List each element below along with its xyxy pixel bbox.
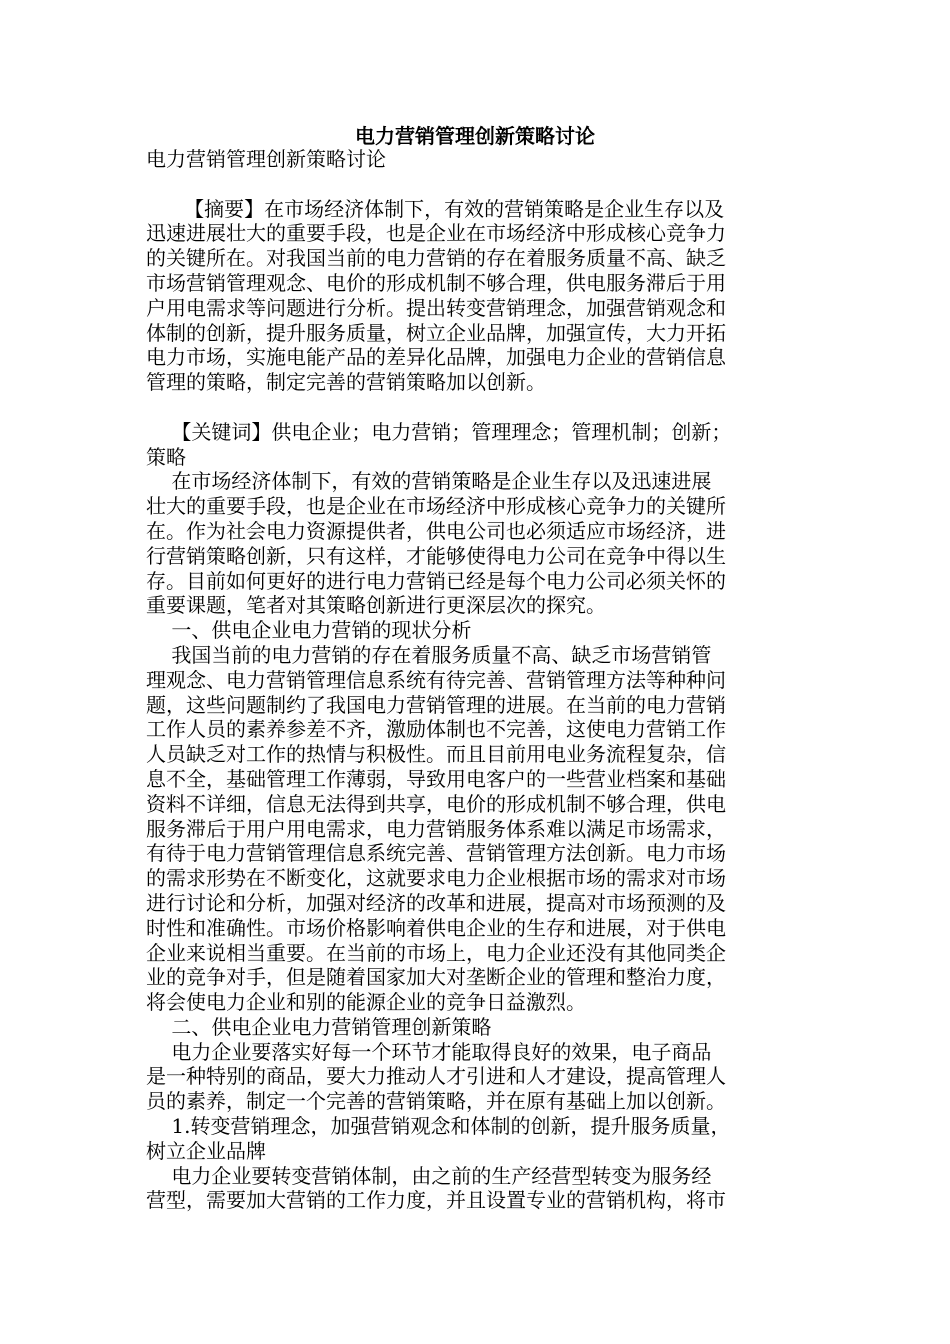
paragraph-line: 将会使电力企业和别的能源企业的竞争日益激烈。 bbox=[146, 990, 586, 1015]
paragraph-line: 服务滞后于用户用电需求，电力营销服务体系难以满足市场需求， bbox=[146, 816, 726, 841]
paragraph-line bbox=[146, 395, 806, 420]
paragraph-line: 体制的创新，提升服务质量，树立企业品牌，加强宣传，大力开拓 bbox=[146, 320, 726, 345]
paragraph-line: 市场营销管理观念、电价的形成机制不够合理，供电服务滞后于用 bbox=[146, 270, 726, 295]
paragraph-line: 有待于电力营销管理信息系统完善、营销管理方法创新。电力市场 bbox=[146, 841, 726, 866]
document-subtitle: 电力营销管理创新策略讨论 bbox=[146, 147, 386, 171]
paragraph-line: 户用电需求等问题进行分析。提出转变营销理念，加强营销观念和 bbox=[146, 295, 726, 320]
paragraph-line: 【关键词】供电企业；电力营销；管理理念；管理机制；创新； bbox=[146, 419, 732, 444]
paragraph-line: 题，这些问题制约了我国电力营销管理的进展。在当前的电力营销 bbox=[146, 692, 726, 717]
paragraph-line: 理观念、电力营销管理信息系统有待完善、营销管理方法等种种问 bbox=[146, 667, 726, 692]
paragraph-line: 业的竞争对手，但是随着国家加大对垄断企业的管理和整治力度， bbox=[146, 965, 726, 990]
document-title: 电力营销管理创新策略讨论 bbox=[355, 124, 595, 148]
paragraph-line: 行营销策略创新，只有这样，才能够使得电力公司在竞争中得以生 bbox=[146, 543, 726, 568]
paragraph-line: 树立企业品牌 bbox=[146, 1138, 266, 1163]
paragraph-line: 策略 bbox=[146, 444, 186, 469]
paragraph-line: 工作人员的素养参差不齐，激励体制也不完善，这使电力营销工作 bbox=[146, 717, 726, 742]
paragraph-line: 重要课题，笔者对其策略创新进行更深层次的探究。 bbox=[146, 593, 606, 618]
paragraph-line: 迅速进展壮大的重要手段，也是企业在市场经济中形成核心竞争力 bbox=[146, 221, 726, 246]
paragraph-line: 在市场经济体制下，有效的营销策略是企业生存以及迅速进展 bbox=[146, 469, 712, 494]
paragraph-line: 人员缺乏对工作的热情与积极性。而且目前用电业务流程复杂，信 bbox=[146, 742, 726, 767]
paragraph-line: 管理的策略，制定完善的营销策略加以创新。 bbox=[146, 370, 546, 395]
paragraph-line: 资料不详细，信息无法得到共享，电价的形成机制不够合理，供电 bbox=[146, 791, 726, 816]
paragraph-line: 壮大的重要手段，也是企业在市场经济中形成核心竞争力的关键所 bbox=[146, 494, 726, 519]
paragraph-line: 息不全，基础管理工作薄弱，导致用电客户的一些营业档案和基础 bbox=[146, 766, 726, 791]
blank-line bbox=[146, 172, 806, 197]
paragraph-line: 的需求形势在不断变化，这就要求电力企业根据市场的需求对市场 bbox=[146, 866, 726, 891]
paragraph-line: 营型，需要加大营销的工作力度，并且设置专业的营销机构，将市 bbox=[146, 1188, 726, 1213]
paragraph-line: 存。目前如何更好的进行电力营销已经是每个电力公司必须关怀的 bbox=[146, 568, 726, 593]
paragraph-line: 是一种特别的商品，要大力推动人才引进和人才建设，提高管理人 bbox=[146, 1064, 726, 1089]
paragraph-line: 的关键所在。对我国当前的电力营销的存在着服务质量不高、缺乏 bbox=[146, 246, 726, 271]
paragraph-line: 时性和准确性。市场价格影响着供电企业的生存和进展，对于供电 bbox=[146, 915, 726, 940]
paragraph-line: 电力企业要转变营销体制，由之前的生产经营型转变为服务经 bbox=[146, 1163, 712, 1188]
paragraph-line: 员的素养，制定一个完善的营销策略，并在原有基础上加以创新。 bbox=[146, 1089, 726, 1114]
paragraph-line: 一、供电企业电力营销的现状分析 bbox=[146, 618, 472, 643]
paragraph-line: 二、供电企业电力营销管理创新策略 bbox=[146, 1014, 492, 1039]
paragraph-line: 【摘要】在市场经济体制下，有效的营销策略是企业生存以及 bbox=[146, 196, 725, 221]
paragraph-line: 我国当前的电力营销的存在着服务质量不高、缺乏市场营销管 bbox=[146, 642, 712, 667]
paragraph-line: 企业来说相当重要。在当前的市场上，电力企业还没有其他同类企 bbox=[146, 940, 726, 965]
document-body bbox=[146, 147, 806, 1213]
paragraph-line: 1.转变营销理念，加强营销观念和体制的创新，提升服务质量， bbox=[146, 1114, 731, 1139]
paragraph-line: 进行讨论和分析，加强对经济的改革和进展，提高对市场预测的及 bbox=[146, 890, 726, 915]
paragraph-line: 电力企业要落实好每一个环节才能取得良好的效果，电子商品 bbox=[146, 1039, 712, 1064]
paragraph-line: 在。作为社会电力资源提供者，供电公司也必须适应市场经济，进 bbox=[146, 518, 726, 543]
paragraph-line: 电力市场，实施电能产品的差异化品牌，加强电力企业的营销信息 bbox=[146, 345, 726, 370]
